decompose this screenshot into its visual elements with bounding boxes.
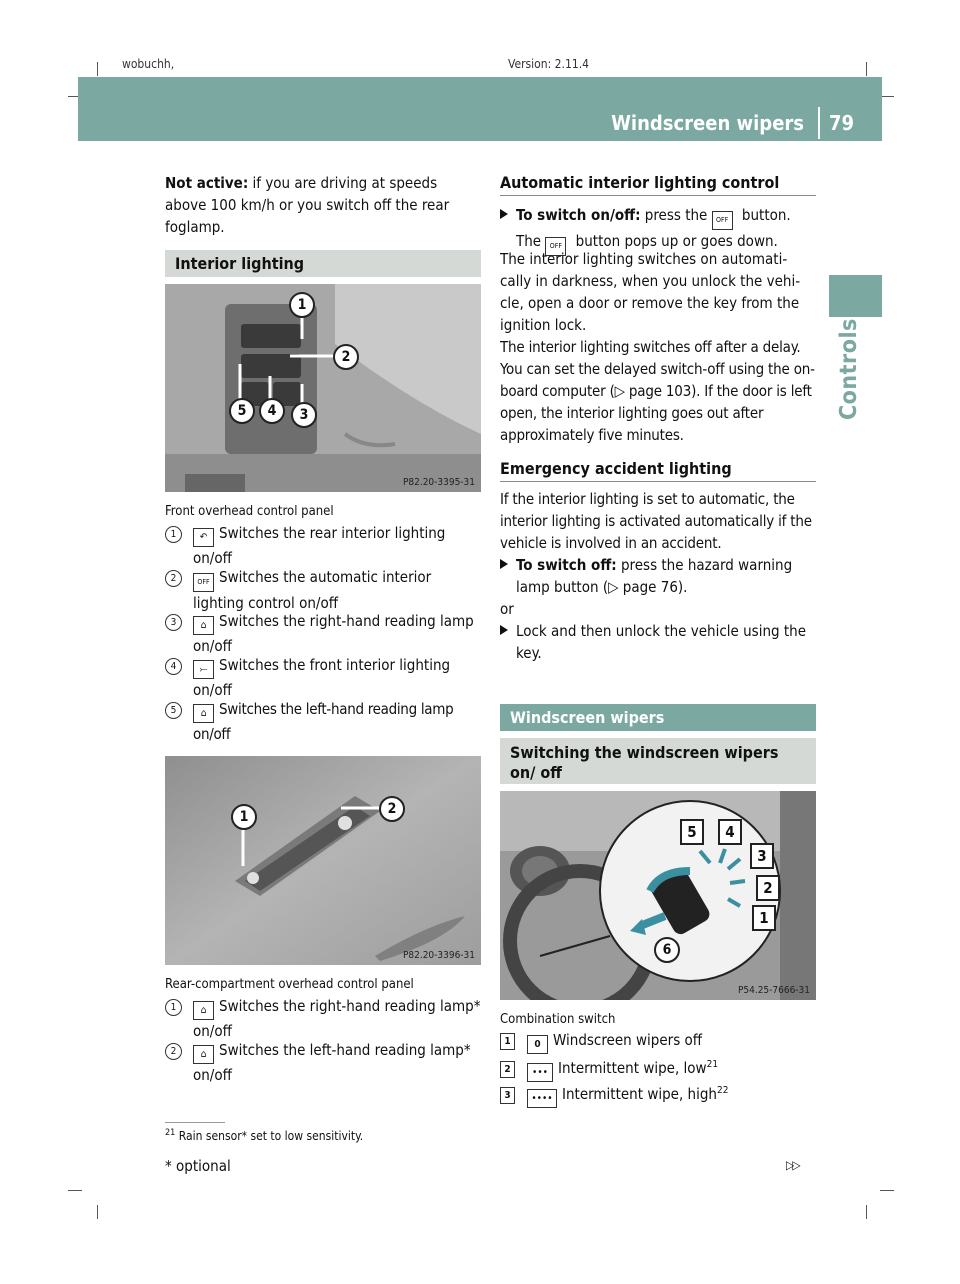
fig3-caption: Combination switch — [500, 1012, 616, 1027]
emergency-switch-instruction — [500, 554, 816, 598]
reading-lamp-icon: ⌂ — [193, 1001, 214, 1020]
page-number: 79 — [828, 111, 854, 135]
crop-mark — [866, 1205, 867, 1219]
not-active-paragraph — [165, 172, 481, 238]
footnote-number: 21 — [165, 1128, 176, 1138]
footnote-text: Rain sensor* set to low sensitivity. — [178, 1129, 364, 1143]
item-text: Switches the rear interior lighting on/off — [193, 524, 446, 567]
header-title: Windscreen wipers — [611, 111, 804, 135]
footnote-ref: 21 — [706, 1059, 719, 1070]
item-number: 1 — [500, 1033, 515, 1050]
fig1-callout-1: 1 — [289, 292, 315, 318]
or-text: or — [500, 600, 514, 618]
crop-mark — [880, 96, 894, 97]
item-text: Switches the right-hand reading lamp on/off — [193, 612, 474, 655]
item-number: 2 — [500, 1061, 515, 1078]
fig2-callout-1: 1 — [231, 804, 257, 830]
auto-paragraph-1: The interior lighting switches on automati-cally in darkness, when you unlock the vehi-cle, open a door or remove the key from the ignition lock. — [500, 250, 801, 334]
item-text: Intermittent wipe, low — [558, 1059, 707, 1077]
rear-overhead-panel-illustration — [165, 756, 481, 965]
fig1-item — [165, 522, 481, 569]
windscreen-wipers-heading — [500, 704, 816, 731]
rear-overhead-panel-photo — [165, 756, 481, 965]
heading-rule — [500, 195, 816, 196]
instruction-arrow-icon — [500, 209, 508, 219]
side-section-label: Controls — [836, 318, 862, 420]
auto-pops-text: The — [516, 232, 546, 250]
crop-mark — [866, 62, 867, 76]
front-overhead-panel-illustration — [165, 284, 481, 492]
fig1-code: P82.20-3395-31 — [402, 477, 475, 488]
reading-lamp-icon: ⌂ — [193, 704, 214, 723]
crop-mark — [97, 62, 98, 76]
item-number: 3 — [165, 614, 182, 631]
emergency-lighting-heading: Emergency accident lighting — [500, 459, 732, 478]
footnote-ref: 22 — [716, 1085, 729, 1096]
heading-rule — [500, 481, 816, 482]
emergency-paragraph: If the interior lighting is set to automatic, the interior lighting is activated automatically if the vehicle is involved in an accident. — [500, 490, 812, 552]
item-text: Switches the front interior lighting on/off — [193, 656, 451, 699]
intermittent-high-icon: •••• — [527, 1089, 557, 1108]
item-number: 3 — [500, 1087, 515, 1104]
item-text: Switches the left-hand reading lamp on/off — [193, 700, 454, 743]
fig3-item — [500, 1080, 816, 1108]
item-text: Switches the left-hand reading lamp* on/off — [193, 1041, 471, 1084]
auto-light-icon: OFF — [193, 573, 214, 592]
auto-lighting-heading: Automatic interior lighting control — [500, 173, 780, 192]
auto-pops-text: button pops up or goes down. — [571, 232, 778, 250]
fig1-item — [165, 698, 483, 745]
footnote-rule — [165, 1122, 225, 1123]
instruction-arrow-icon — [500, 625, 508, 635]
fig1-callout-2: 2 — [333, 344, 359, 370]
fig2-item — [165, 995, 481, 1042]
rear-light-icon: ↶ — [193, 528, 214, 547]
fig1-callout-4: 4 — [259, 398, 285, 424]
wiper-off-icon: 0 — [527, 1035, 548, 1054]
fig2-caption: Rear-compartment overhead control panel — [165, 977, 414, 992]
item-text: Windscreen wipers off — [553, 1031, 703, 1049]
auto-light-icon: OFF — [545, 237, 566, 256]
front-overhead-panel-photo — [165, 284, 481, 492]
meta-version: Version: 2.11.4 — [508, 57, 589, 71]
fig3-item — [500, 1029, 816, 1054]
fig3-code: P54.25-7666-31 — [737, 985, 810, 996]
item-number: 5 — [165, 702, 182, 719]
reading-lamp-icon: ⌂ — [193, 616, 214, 635]
interior-lighting-heading-text: Interior lighting — [175, 254, 305, 273]
item-number: 2 — [165, 570, 182, 587]
meta-left: wobuchh, — [122, 57, 175, 71]
fig3-callout-1: 1 — [752, 905, 776, 931]
fig3-item — [500, 1054, 816, 1082]
side-tab — [829, 275, 882, 317]
emergency-switch-text: press the hazard warning lamp button (▷ page 76). — [516, 556, 793, 596]
item-number: 2 — [165, 1043, 182, 1060]
fig1-callout-3: 3 — [291, 402, 317, 428]
item-text: Switches the automatic interior lighting control on/off — [193, 568, 432, 612]
fig1-item — [165, 654, 481, 701]
fig3-callout-4: 4 — [718, 819, 742, 845]
not-active-label: Not active: — [165, 174, 249, 192]
fig1-caption: Front overhead control panel — [165, 504, 334, 519]
auto-light-icon: OFF — [712, 211, 733, 230]
fig3-callout-5: 5 — [680, 819, 704, 845]
auto-paragraph-2: The interior lighting switches off after a delay. You can set the delayed switch-off using the on-board computer (▷ page 103). If the door is left open, the interior lighting goes out after approximately five minutes. — [500, 338, 815, 444]
fig3-callout-3: 3 — [750, 843, 774, 869]
fig1-item — [165, 566, 481, 614]
windscreen-wipers-heading-text: Windscreen wipers — [510, 708, 665, 727]
interior-lighting-heading — [165, 250, 481, 277]
auto-switch-text: press the — [640, 206, 712, 224]
continue-mark: ▷▷ — [786, 1158, 799, 1172]
combination-switch-photo — [500, 791, 816, 1000]
item-number: 4 — [165, 658, 182, 675]
crop-mark — [68, 1190, 82, 1191]
reading-lamp-icon: ⌂ — [193, 1045, 214, 1064]
intermittent-low-icon: ••• — [527, 1063, 553, 1082]
optional-note: * optional — [165, 1157, 231, 1175]
header-separator — [818, 107, 820, 139]
fig3-callout-6: 6 — [654, 937, 680, 963]
switching-wipers-heading — [500, 738, 816, 784]
not-active-text: if you are driving at speeds above 100 km/h or you switch off the rear foglamp. — [165, 174, 450, 236]
fig2-callout-2: 2 — [379, 796, 405, 822]
fig3-callout-2: 2 — [756, 875, 780, 901]
switching-wipers-heading-text: Switching the windscreen wipers on/ off — [510, 743, 779, 782]
fig2-item — [165, 1039, 481, 1086]
emergency-switch-label: To switch off: — [516, 556, 617, 574]
crop-mark — [880, 1190, 894, 1191]
crop-mark — [97, 1205, 98, 1219]
fig1-callout-5: 5 — [229, 398, 255, 424]
footnote — [165, 1128, 363, 1143]
fig1-item — [165, 610, 481, 657]
item-text: Intermittent wipe, high — [562, 1085, 717, 1103]
instruction-arrow-icon — [500, 559, 508, 569]
fig2-code: P82.20-3396-31 — [402, 950, 475, 961]
front-light-icon: ⤚ — [193, 660, 214, 679]
emergency-lock-text: Lock and then unlock the vehicle using the key. — [516, 622, 807, 662]
item-text: Switches the right-hand reading lamp* on/off — [193, 997, 481, 1040]
item-number: 1 — [165, 999, 182, 1016]
page-header — [78, 77, 882, 141]
item-number: 1 — [165, 526, 182, 543]
auto-switch-label: To switch on/off: — [516, 206, 641, 224]
auto-switch-text: button. — [737, 206, 791, 224]
emergency-lock-instruction — [500, 620, 816, 664]
